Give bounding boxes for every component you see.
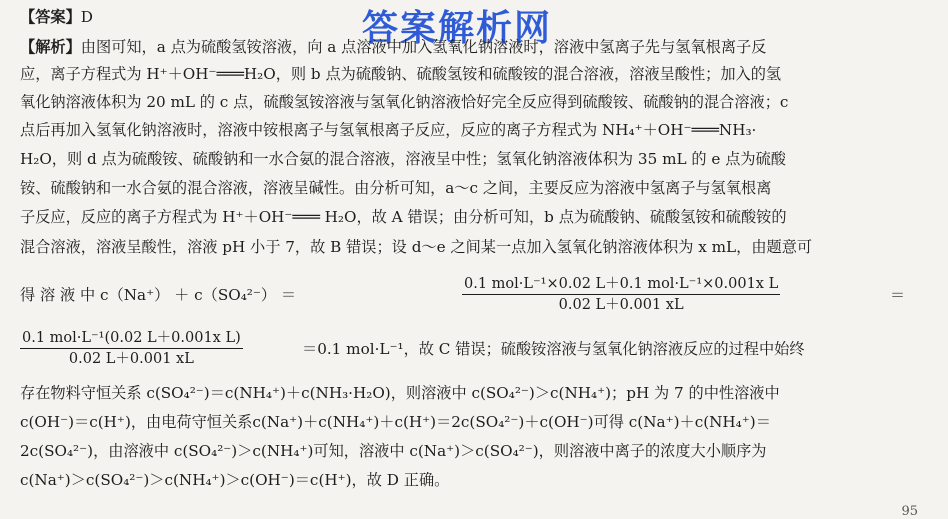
analysis-line-10: c(OH⁻)＝c(H⁺)，由电荷守恒关系c(Na⁺)＋c(NH₄⁺)＋c(H⁺)＝2c(SO₄²⁻)＋c(OH⁻)可得 c(Na⁺)＋c(NH₄⁺)＝ (20, 413, 771, 431)
page-number: 95 (901, 504, 918, 519)
equation-2-suffix: ＝0.1 mol·L⁻¹，故 C 错误；硫酸铵溶液与氢氧化钠溶液反应的过程中始终 (302, 340, 805, 358)
analysis-line-12: c(Na⁺)＞c(SO₄²⁻)＞c(NH₄⁺)＞c(OH⁻)＝c(H⁺)，故 D 正确。 (20, 471, 450, 489)
answer-line (20, 6, 932, 28)
analysis-label: 【解析】 (20, 38, 81, 56)
equation-2-denominator: 0.02 L＋0.001 xL (68, 351, 194, 367)
equation-1-denominator: 0.02 L＋0.001 xL (558, 297, 684, 313)
watermark-logo: 答案解析网 (362, 8, 553, 49)
analysis-line-8: 混合溶液，溶液呈酸性，溶液 pH 小于 7，故 B 错误；设 d～e 之间某一点加入氢氧化钠溶液体积为 x mL，由题意可 (20, 238, 813, 256)
analysis-line-2: 应，离子方程式为 H⁺＋OH⁻═══H₂O，则 b 点为硫酸钠、硫酸氢铵和硫酸铵的混合溶液，溶液呈酸性；加入的氢 (20, 65, 782, 83)
analysis-line-6: 铵、硫酸钠和一水合氨的混合溶液，溶液呈碱性。由分析可知，a～c 之间，主要反应为溶液中氢离子与氢氧根离 (20, 179, 772, 197)
analysis-line-4: 点后再加入氢氧化钠溶液时，溶液中铵根离子与氢氧根离子反应，反应的离子方程式为 NH₄⁺＋OH⁻═══NH₃· (20, 121, 757, 139)
equation-1-numerator: 0.1 mol·L⁻¹×0.02 L＋0.1 mol·L⁻¹×0.001x L (462, 274, 780, 295)
analysis-line-3: 氧化钠溶液体积为 20 mL 的 c 点，硫酸氢铵溶液与氢氧化钠溶液恰好完全反应得到硫酸铵、硫酸钠的混合溶液；c (20, 93, 789, 111)
answer-value: D (80, 8, 93, 26)
analysis-line-1 (20, 36, 932, 58)
equation-1-equals: ＝ (890, 286, 906, 304)
answer-label: 【答案】 (20, 8, 81, 26)
equation-2-fraction (20, 328, 243, 369)
analysis-line-5: H₂O，则 d 点为硫酸铵、硫酸钠和一水合氨的混合溶液，溶液呈中性；氢氧化钠溶液体积为 35 mL 的 e 点为硫酸 (20, 150, 786, 168)
analysis-line-9: 存在物料守恒关系 c(SO₄²⁻)＝c(NH₄⁺)＋c(NH₃·H₂O)，则溶液中 c(SO₄²⁻)＞c(NH₄⁺)；pH 为 7 的中性溶液中 (20, 384, 780, 402)
equation-2-numerator: 0.1 mol·L⁻¹(0.02 L＋0.001x L) (20, 328, 243, 349)
analysis-text: 由图可知，a 点为硫酸氢铵溶液，向 a 点溶液中加入氢氧化钠溶液时，溶液中氢离子先与氢氧根离子反 (80, 38, 767, 56)
analysis-line-7: 子反应，反应的离子方程式为 H⁺＋OH⁻═══ H₂O，故 A 错误；由分析可知，b 点为硫酸钠、硫酸氢铵和硫酸铵的 (20, 208, 787, 226)
analysis-line-11: 2c(SO₄²⁻)，由溶液中 c(SO₄²⁻)＞c(NH₄⁺)可知，溶液中 c(Na⁺)＞c(SO₄²⁻)，则溶液中离子的浓度大小顺序为 (20, 442, 767, 460)
equation-1-fraction (462, 274, 780, 315)
equation-1-prefix: 得 溶 液 中 c（Na⁺） ＋ c（SO₄²⁻） ＝ (20, 286, 297, 304)
